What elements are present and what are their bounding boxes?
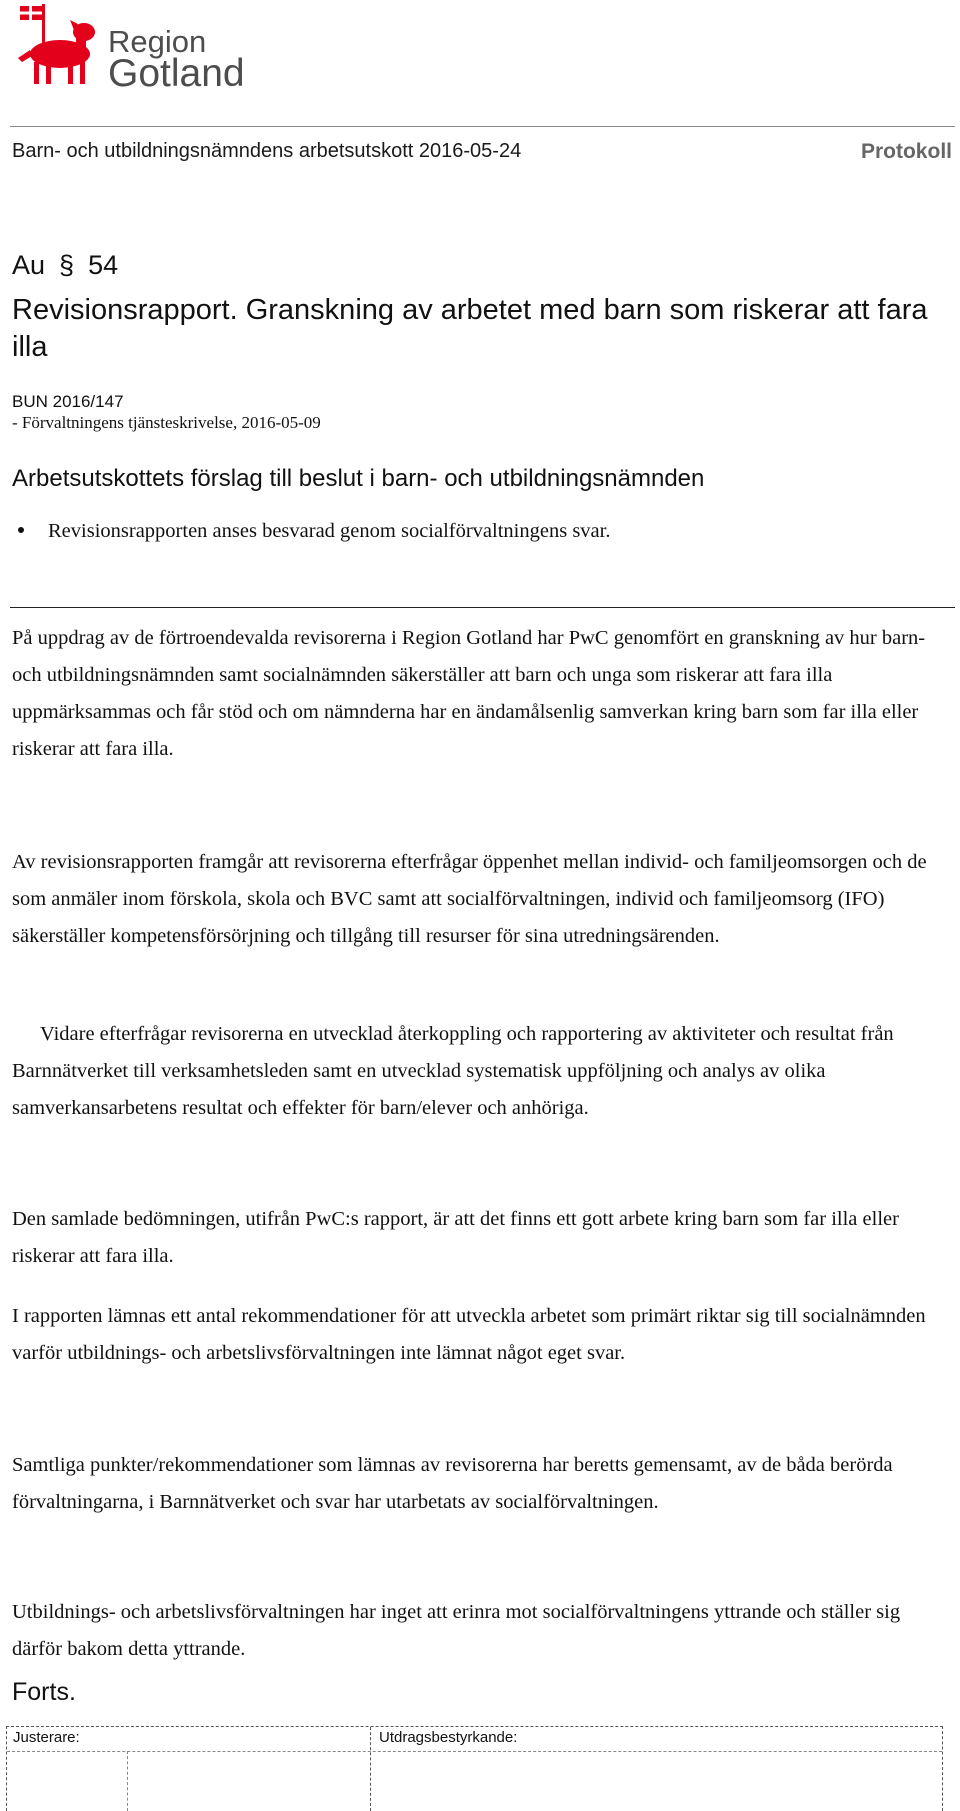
bullet-icon	[18, 527, 24, 533]
body-paragraph-4: Den samlade bedömningen, utifrån PwC:s rapport, är att det finns ett gott arbete kring barn som far illa eller riskerar att fara illa.	[12, 1208, 899, 1267]
body-paragraph-6: Samtliga punkter/rekommendationer som lämnas av revisorerna har beretts gemensamt, av de båda berörda förvaltningarna, i Barnnätverket och svar har utarbetats av socialförvaltningen.	[12, 1454, 893, 1513]
body-paragraph-1: På uppdrag av de förtroendevalda revisorerna i Region Gotland har PwC genomfört en granskning av hur barn- och utbildningsnämnden samt socialnämnden säkerställer att barn och unga som riskerar att fara illa uppmärksammas och får stöd och om nämnderna har en ändamålsenlig samverkan kring barn som far illa eller riskerar att fara illa.	[12, 627, 926, 760]
region-gotland-logo	[12, 2, 245, 95]
body-paragraph-2: Av revisionsrapporten framgår att revisorerna efterfrågar öppenhet mellan individ- och familjeomsorgen och de som anmäler inom förskola, skola och BVC samt att socialförvaltningen, individ och familjeomsorg (IFO) säkerställer kompetensförsörjning och tillgång till resurser för sina utredningsärenden.	[12, 851, 927, 947]
paragraph-reference	[12, 250, 132, 281]
utdragsbestyrkande-label: Utdragsbestyrkande:	[379, 1729, 518, 1746]
proposal-item-text: Revisionsrapporten anses besvarad genom socialförvaltningens svar.	[48, 520, 611, 542]
body-paragraph-7: Utbildnings- och arbetslivsförvaltningen har inget att erinra mot socialförvaltningens yttrande och ställer sig därför bakom detta yttrande.	[12, 1601, 901, 1660]
section-symbol: §	[59, 250, 75, 280]
proposal-heading: Arbetsutskottets förslag till beslut i barn- och utbildningsnämnden	[12, 465, 705, 492]
lamb-with-flag-icon	[12, 2, 104, 88]
body-paragraph-3: Vidare efterfrågar revisorerna en utvecklad återkoppling och rapportering av aktiviteter och resultat från Barnnätverket till verksamhetsleden samt en utvecklad systematisk uppföljning och analys av olika samverkansarbetens resultat och effekter för barn/elever och anhöriga.	[12, 1023, 894, 1119]
section-divider	[10, 607, 955, 608]
page-title: Revisionsrapport. Granskning av arbetet med barn som riskerar att fara illa	[12, 294, 928, 363]
logo-text-gotland: Gotland	[108, 52, 245, 95]
attachment-reference: - Förvaltningens tjänsteskrivelse, 2016-05-09	[12, 413, 321, 432]
header-doc-type: Protokoll	[860, 140, 952, 163]
header-committee-date: Barn- och utbildningsnämndens arbetsutskott 2016-05-24	[12, 140, 522, 162]
footer-divider	[7, 1751, 942, 1753]
footer-column-divider	[127, 1751, 128, 1811]
case-number: BUN 2016/147	[12, 392, 124, 411]
footer-column-divider	[370, 1727, 371, 1811]
justerare-label: Justerare:	[13, 1729, 80, 1746]
logo-text-region: Region	[108, 24, 207, 59]
paragraph-number: 54	[88, 250, 119, 280]
signature-footer	[6, 1726, 943, 1811]
header-divider	[10, 126, 955, 127]
continued-marker: Forts.	[12, 1678, 76, 1706]
body-paragraph-5: I rapporten lämnas ett antal rekommendationer för att utveckla arbetet som primärt riktar sig till socialnämnden varför utbildnings- och arbetslivsförvaltningen inte lämnat något eget svar.	[12, 1305, 926, 1364]
proposal-item	[12, 520, 610, 543]
au-label: Au	[12, 250, 46, 280]
